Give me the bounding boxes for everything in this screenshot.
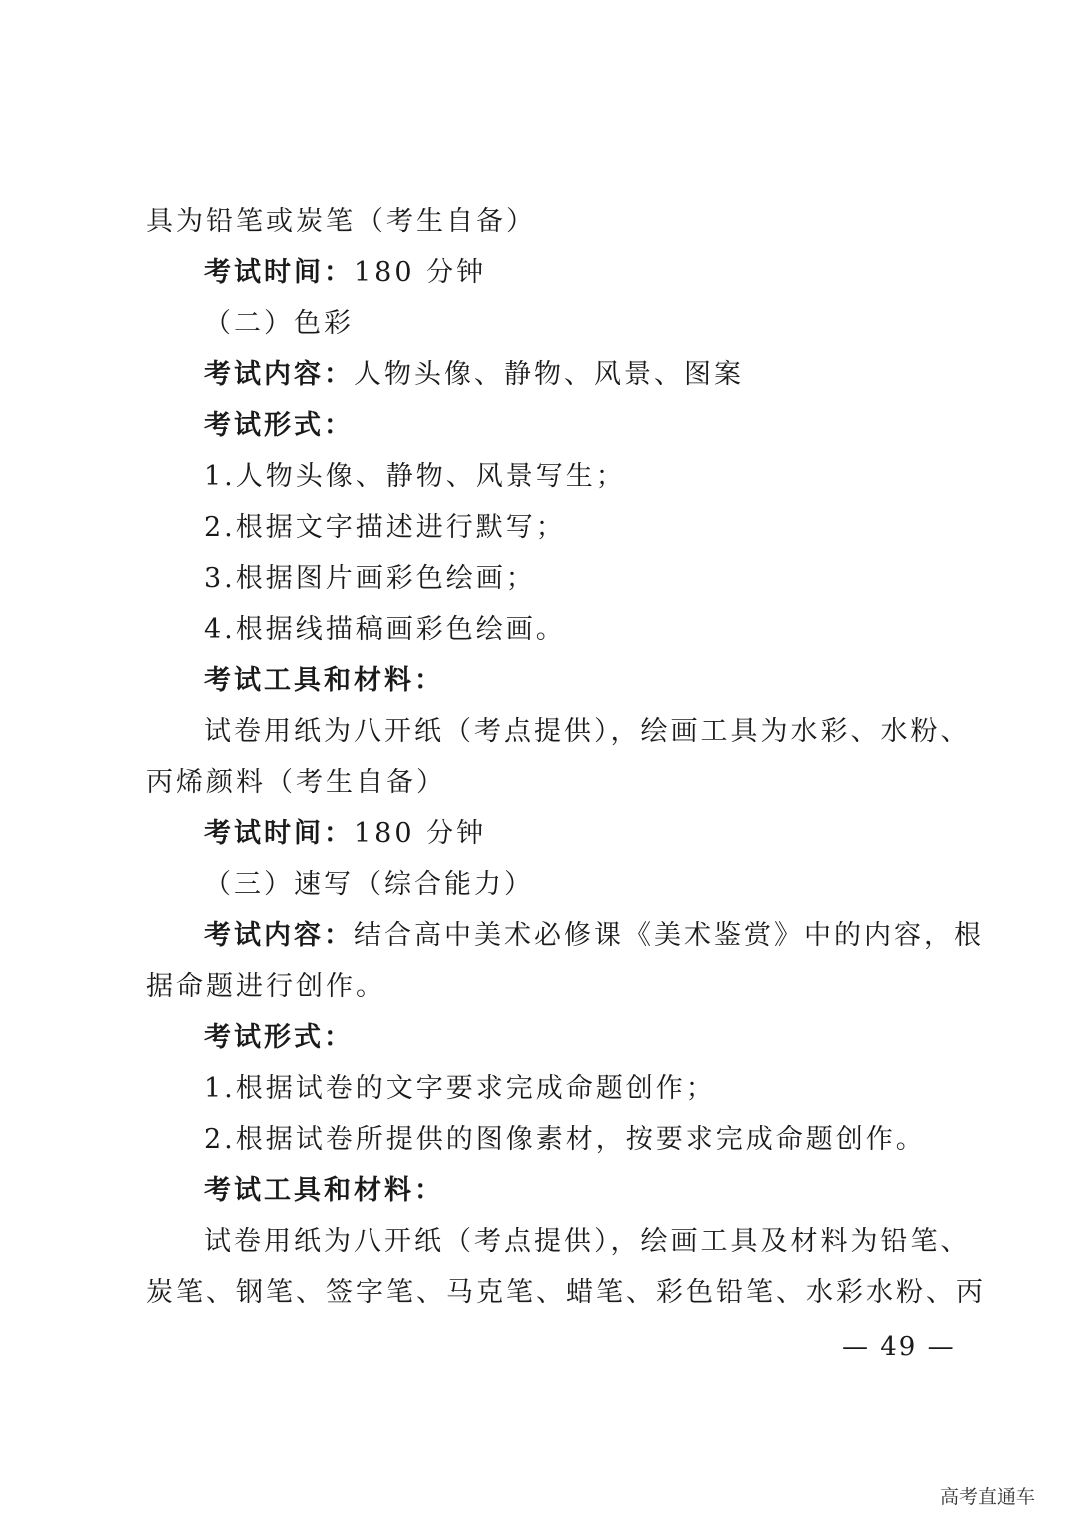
field-label: 考试时间：: [204, 818, 354, 849]
section-heading: （三）速写（综合能力）: [204, 869, 534, 900]
text-line: 试卷用纸为八开纸（考点提供），绘画工具为水彩、水粉、: [204, 716, 971, 747]
field-label: 考试形式：: [204, 410, 354, 441]
text-line: [204, 409, 354, 443]
field-label: 考试形式：: [204, 1022, 354, 1053]
list-item: 2.根据试卷所提供的图像素材，按要求完成命题创作。: [204, 1124, 926, 1155]
text-line: 具为铅笔或炭笔（考生自备）: [146, 206, 536, 237]
field-label: 考试工具和材料：: [204, 665, 444, 696]
text-line: 考试时间：180 分钟: [204, 818, 487, 849]
text-line: [204, 664, 444, 698]
text-line: 考试时间：180 分钟: [204, 257, 487, 288]
list-item: 2.根据文字描述进行默写；: [204, 512, 566, 543]
field-label: 考试工具和材料：: [204, 1175, 444, 1206]
text-line: [204, 1021, 354, 1055]
list-item: 1.根据试卷的文字要求完成命题创作；: [204, 1073, 716, 1104]
text-line: 炭笔、钢笔、签字笔、马克笔、蜡笔、彩色铅笔、水彩水粉、丙: [146, 1277, 986, 1308]
page-number: — 49 —: [842, 1332, 956, 1362]
text-line: [204, 1174, 444, 1208]
text-line: 考试内容：结合高中美术必修课《美术鉴赏》中的内容，根: [204, 920, 984, 951]
field-label: 考试内容：: [204, 359, 354, 390]
list-item: 1.人物头像、静物、风景写生；: [204, 461, 626, 492]
text-line: 丙烯颜料（考生自备）: [146, 767, 446, 798]
text-line: 试卷用纸为八开纸（考点提供），绘画工具及材料为铅笔、: [204, 1226, 971, 1257]
watermark-text: 高考直通车: [940, 1486, 1036, 1508]
text-line: 据命题进行创作。: [146, 971, 386, 1002]
text-line: 考试内容：人物头像、静物、风景、图案: [204, 359, 744, 390]
section-heading: （二）色彩: [204, 308, 354, 339]
list-item: 3.根据图片画彩色绘画；: [204, 563, 536, 594]
field-label: 考试时间：: [204, 257, 354, 288]
list-item: 4.根据线描稿画彩色绘画。: [204, 614, 566, 645]
field-label: 考试内容：: [204, 920, 354, 951]
